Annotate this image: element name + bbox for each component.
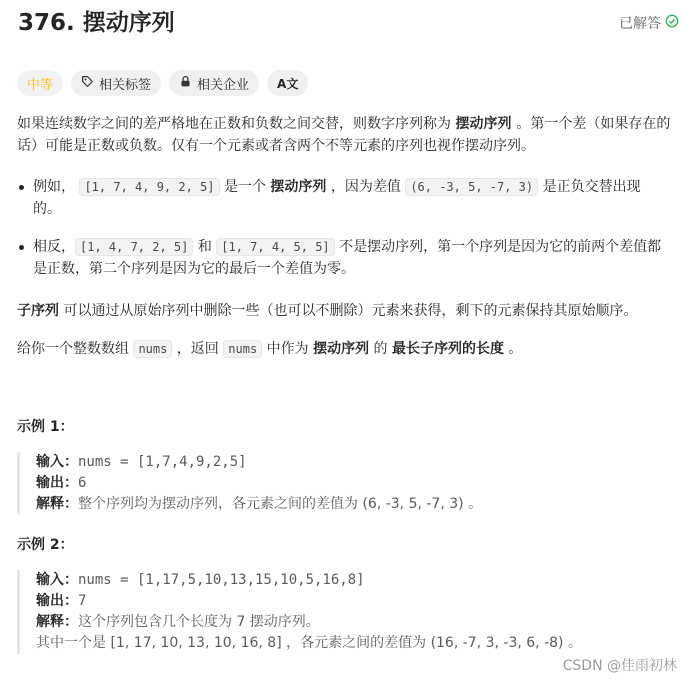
solved-label: 已解答	[619, 16, 661, 32]
bullet-example-2: 相反， [1, 4, 7, 2, 5] 和 [1, 7, 4, 5, 5] 不是摆动序列，第一个序列是因为它的前两个差值都是正数，第二个序列是因为它的最后一个差值为零。	[17, 236, 667, 280]
translate-icon: A文	[277, 76, 299, 91]
code-array-1: [1, 7, 4, 9, 2, 5]	[79, 178, 219, 196]
related-companies-label: 相关企业	[197, 77, 250, 93]
code-array-3: [1, 7, 4, 5, 5]	[216, 238, 334, 256]
code-diffs: (6, -3, 5, -7, 3)	[405, 178, 538, 196]
problem-header	[18, 6, 679, 40]
description-paragraph-2: 子序列 可以通过从原始序列中删除一些（也可以不删除）元素来获得，剩下的元素保持其原始顺序。	[17, 303, 638, 319]
example-2-title: 示例 2：	[17, 537, 74, 553]
example-2-block: 输入：nums = [1,17,5,10,13,15,10,5,16,8] 输出：7 解释：这个序列包含几个长度为 7 摆动序列。 其中一个是 [1, 17, 10, 13, 10, 16, 8] ，各元素之间的差值为 (16, -7, 3, -3, 6, -8) 。	[17, 570, 672, 654]
difficulty-label: 中等	[27, 77, 54, 93]
description-paragraph-1: 如果连续数字之间的差严格地在正数和负数之间交替，则数字序列称为 摆动序列 。第一个差（如果存在的话）可能是正数或负数。仅有一个元素或者含两个不等元素的序列也视作摆动序列。	[17, 116, 671, 154]
translate-button[interactable]	[267, 70, 308, 96]
related-tags-label: 相关标签	[99, 77, 152, 93]
code-array-2: [1, 4, 7, 2, 5]	[75, 238, 193, 256]
tag-bar	[17, 70, 308, 96]
lock-icon	[179, 75, 192, 92]
solved-status	[619, 13, 679, 33]
example-1-block: 输入：nums = [1,7,4,9,2,5] 输出：6 解释：整个序列均为摆动序列，各元素之间的差值为 (6, -3, 5, -7, 3) 。	[17, 452, 482, 515]
difficulty-badge	[17, 70, 63, 96]
description-paragraph-3: 给你一个整数数组 nums ，返回 nums 中作为 摆动序列 的 最长子序列的长度 。	[17, 341, 523, 357]
example-1-title: 示例 1：	[17, 419, 74, 435]
check-circle-icon	[665, 14, 679, 32]
tag-icon	[81, 75, 94, 92]
bullet-example-1: 例如， [1, 7, 4, 9, 2, 5] 是一个 摆动序列 ，因为差值 (6, -3, 5, -7, 3) 是正负交替出现的。	[17, 176, 667, 220]
csdn-watermark: CSDN @佳雨初林	[562, 658, 677, 674]
related-companies-button[interactable]	[169, 70, 259, 96]
code-nums-1: nums	[133, 340, 172, 358]
code-nums-2: nums	[223, 340, 262, 358]
related-tags-button[interactable]	[71, 70, 161, 96]
problem-title: 376. 摆动序列	[18, 10, 175, 36]
